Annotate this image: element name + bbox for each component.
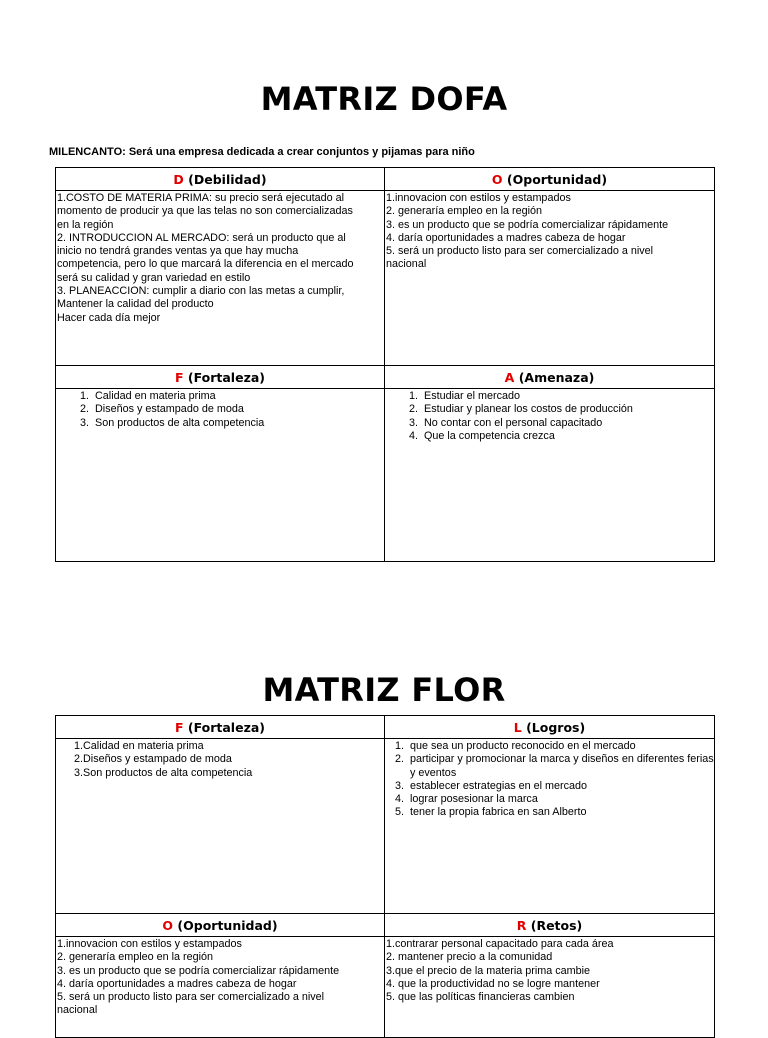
list-item: 2. Diseños y estampado de moda bbox=[92, 403, 384, 416]
amenaza-list bbox=[385, 390, 714, 443]
header-letter: D bbox=[173, 171, 184, 187]
list-item: 1. Estudiar el mercado bbox=[421, 390, 714, 403]
debilidad-text: 1.COSTO DE MATERIA PRIMA: su precio será ejecutado al momento de producir ya que las telas no son comercializadas en la región 2. INTRODUCCION AL MERCADO: será un producto que al inicio no tendrá grandes ventas ya que hay mucha competencia, pero lo que marcará la diferencia en el mercado será su calidad y gran variedad en estilo 3. PLANEACCION: cumplir a diario con las metas a cumplir, Mantener la calidad del producto Hacer cada día mejor bbox=[57, 192, 354, 324]
list-item: 1. Calidad en materia prima bbox=[92, 390, 384, 403]
header-oportunidad bbox=[56, 914, 385, 937]
dofa-title: MATRIZ DOFA bbox=[260, 80, 508, 118]
header-label: (Amenaza) bbox=[514, 369, 595, 385]
header-label: (Oportunidad) bbox=[173, 917, 278, 933]
header-fortaleza bbox=[56, 366, 385, 389]
flor-matrix bbox=[55, 715, 715, 1038]
header-label: (Fortaleza) bbox=[183, 369, 265, 385]
dofa-matrix bbox=[55, 167, 715, 562]
flor-title: MATRIZ FLOR bbox=[262, 671, 506, 709]
oportunidad-text: 1.innovacion con estilos y estampados 2. generaría empleo en la región 3. es un producto que se podría comercializar rápidamente 4. daría oportunidades a madres cabeza de hogar 5. será un producto listo para ser comercializado a nivel nacional bbox=[386, 192, 669, 271]
header-logros bbox=[385, 716, 715, 739]
logros-cell bbox=[385, 739, 715, 914]
header-oportunidad bbox=[385, 168, 715, 191]
list-item: 3. No contar con el personal capacitado bbox=[421, 417, 714, 430]
header-letter: F bbox=[175, 369, 184, 385]
header-letter: O bbox=[162, 917, 174, 933]
fortaleza-cell bbox=[56, 389, 385, 562]
list-item: 3. Son productos de alta competencia bbox=[92, 417, 384, 430]
logros-list bbox=[385, 740, 714, 820]
fortaleza-cell bbox=[56, 739, 385, 914]
amenaza-cell bbox=[385, 389, 715, 562]
header-label: (Debilidad) bbox=[183, 171, 267, 187]
header-amenaza bbox=[385, 366, 715, 389]
retos-text: 1.contrarar personal capacitado para cada área 2. mantener precio a la comunidad 3.que el precio de la materia prima cambie 4. que la productividad no se logre mantener 5. que las políticas financieras cambien bbox=[386, 938, 614, 1004]
header-debilidad bbox=[56, 168, 385, 191]
retos-cell bbox=[385, 937, 715, 1038]
header-label: (Oportunidad) bbox=[502, 171, 608, 187]
header-letter: R bbox=[516, 917, 527, 933]
fortaleza-text: 1.Calidad en materia prima 2.Diseños y estampado de moda 3.Son productos de alta competencia bbox=[74, 740, 253, 779]
header-letter: F bbox=[175, 719, 184, 735]
list-item: 5. tener la propia fabrica en san Alberto bbox=[407, 806, 714, 819]
company-description: MILENCANTO: Será una empresa dedicada a crear conjuntos y pijamas para niño bbox=[49, 146, 475, 158]
oportunidad-cell bbox=[56, 937, 385, 1038]
header-retos bbox=[385, 914, 715, 937]
debilidad-cell bbox=[56, 191, 385, 366]
list-item: 2. participar y promocionar la marca y diseños en diferentes ferias y eventos bbox=[407, 753, 714, 780]
list-item: 4. lograr posesionar la marca bbox=[407, 793, 714, 806]
header-fortaleza bbox=[56, 716, 385, 739]
header-letter: O bbox=[491, 171, 503, 187]
list-item: 4. Que la competencia crezca bbox=[421, 430, 714, 443]
fortaleza-list bbox=[56, 390, 384, 430]
header-letter: L bbox=[513, 719, 522, 735]
list-item: 2. Estudiar y planear los costos de producción bbox=[421, 403, 714, 416]
header-label: (Fortaleza) bbox=[183, 719, 265, 735]
header-letter: A bbox=[504, 369, 515, 385]
header-label: (Logros) bbox=[521, 719, 586, 735]
list-item: 1. que sea un producto reconocido en el mercado bbox=[407, 740, 714, 753]
oportunidad-cell bbox=[385, 191, 715, 366]
list-item: 3. establecer estrategias en el mercado bbox=[407, 780, 714, 793]
header-label: (Retos) bbox=[526, 917, 583, 933]
oportunidad-text: 1.innovacion con estilos y estampados 2. generaría empleo en la región 3. es un producto que se podría comercializar rápidamente 4. daría oportunidades a madres cabeza de hogar 5. será un producto listo para ser comercializado a nivel nacional bbox=[57, 938, 340, 1017]
